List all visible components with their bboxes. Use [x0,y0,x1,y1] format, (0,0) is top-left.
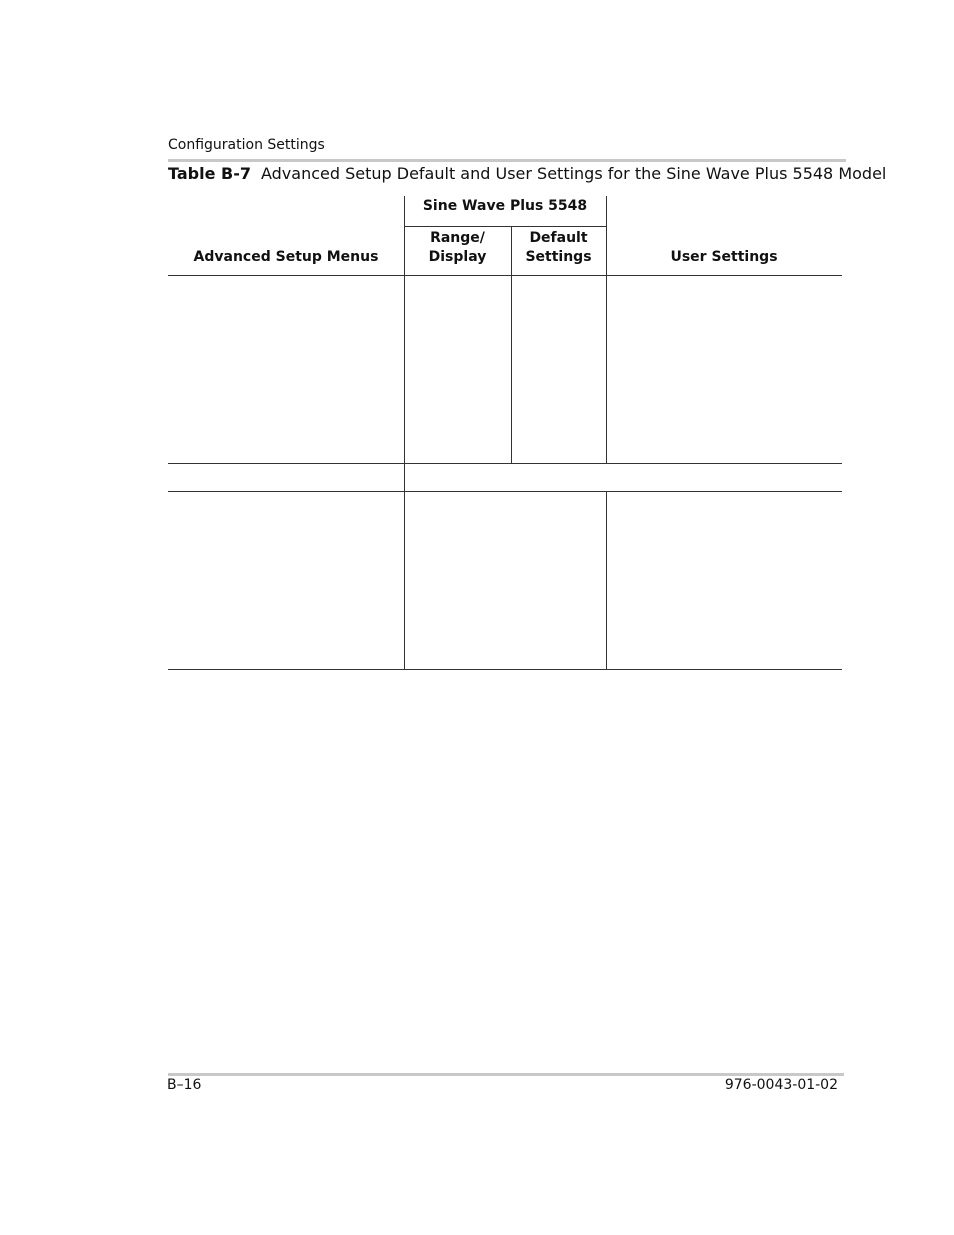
table-rule-bottom [168,669,842,670]
column-header-range-line1: Range/ [430,230,485,246]
table-vrule-range-right [511,226,512,464]
column-header-default [511,229,606,267]
column-group-header: Sine Wave Plus 5548 [422,198,588,214]
table-vrule-menus-right [404,196,405,670]
column-header-default-line1: Default [529,230,588,246]
running-head: Configuration Settings [168,137,325,153]
table-rule-row1-bottom [168,463,842,464]
table-rule-group [404,226,606,227]
table-rule-row2-bottom [168,491,842,492]
column-header-menus: Advanced Setup Menus [193,249,379,265]
column-header-range [404,229,511,267]
column-header-range-line2: Display [428,249,487,265]
document-number: 976-0043-01-02 [724,1077,838,1093]
table-vrule-default-right-bottom [606,491,607,670]
table-rule-header-bottom [168,275,842,276]
table-caption-text: Advanced Setup Default and User Settings for the Sine Wave Plus 5548 Model [260,164,887,183]
page-number: B–16 [167,1077,202,1093]
table-caption-label: Table B-7 [168,164,251,183]
header-rule [168,159,846,162]
column-header-user: User Settings [670,249,778,265]
footer-rule [168,1073,844,1076]
column-header-default-line2: Settings [525,249,592,265]
table-vrule-default-right-top [606,196,607,464]
table-caption [168,164,886,183]
